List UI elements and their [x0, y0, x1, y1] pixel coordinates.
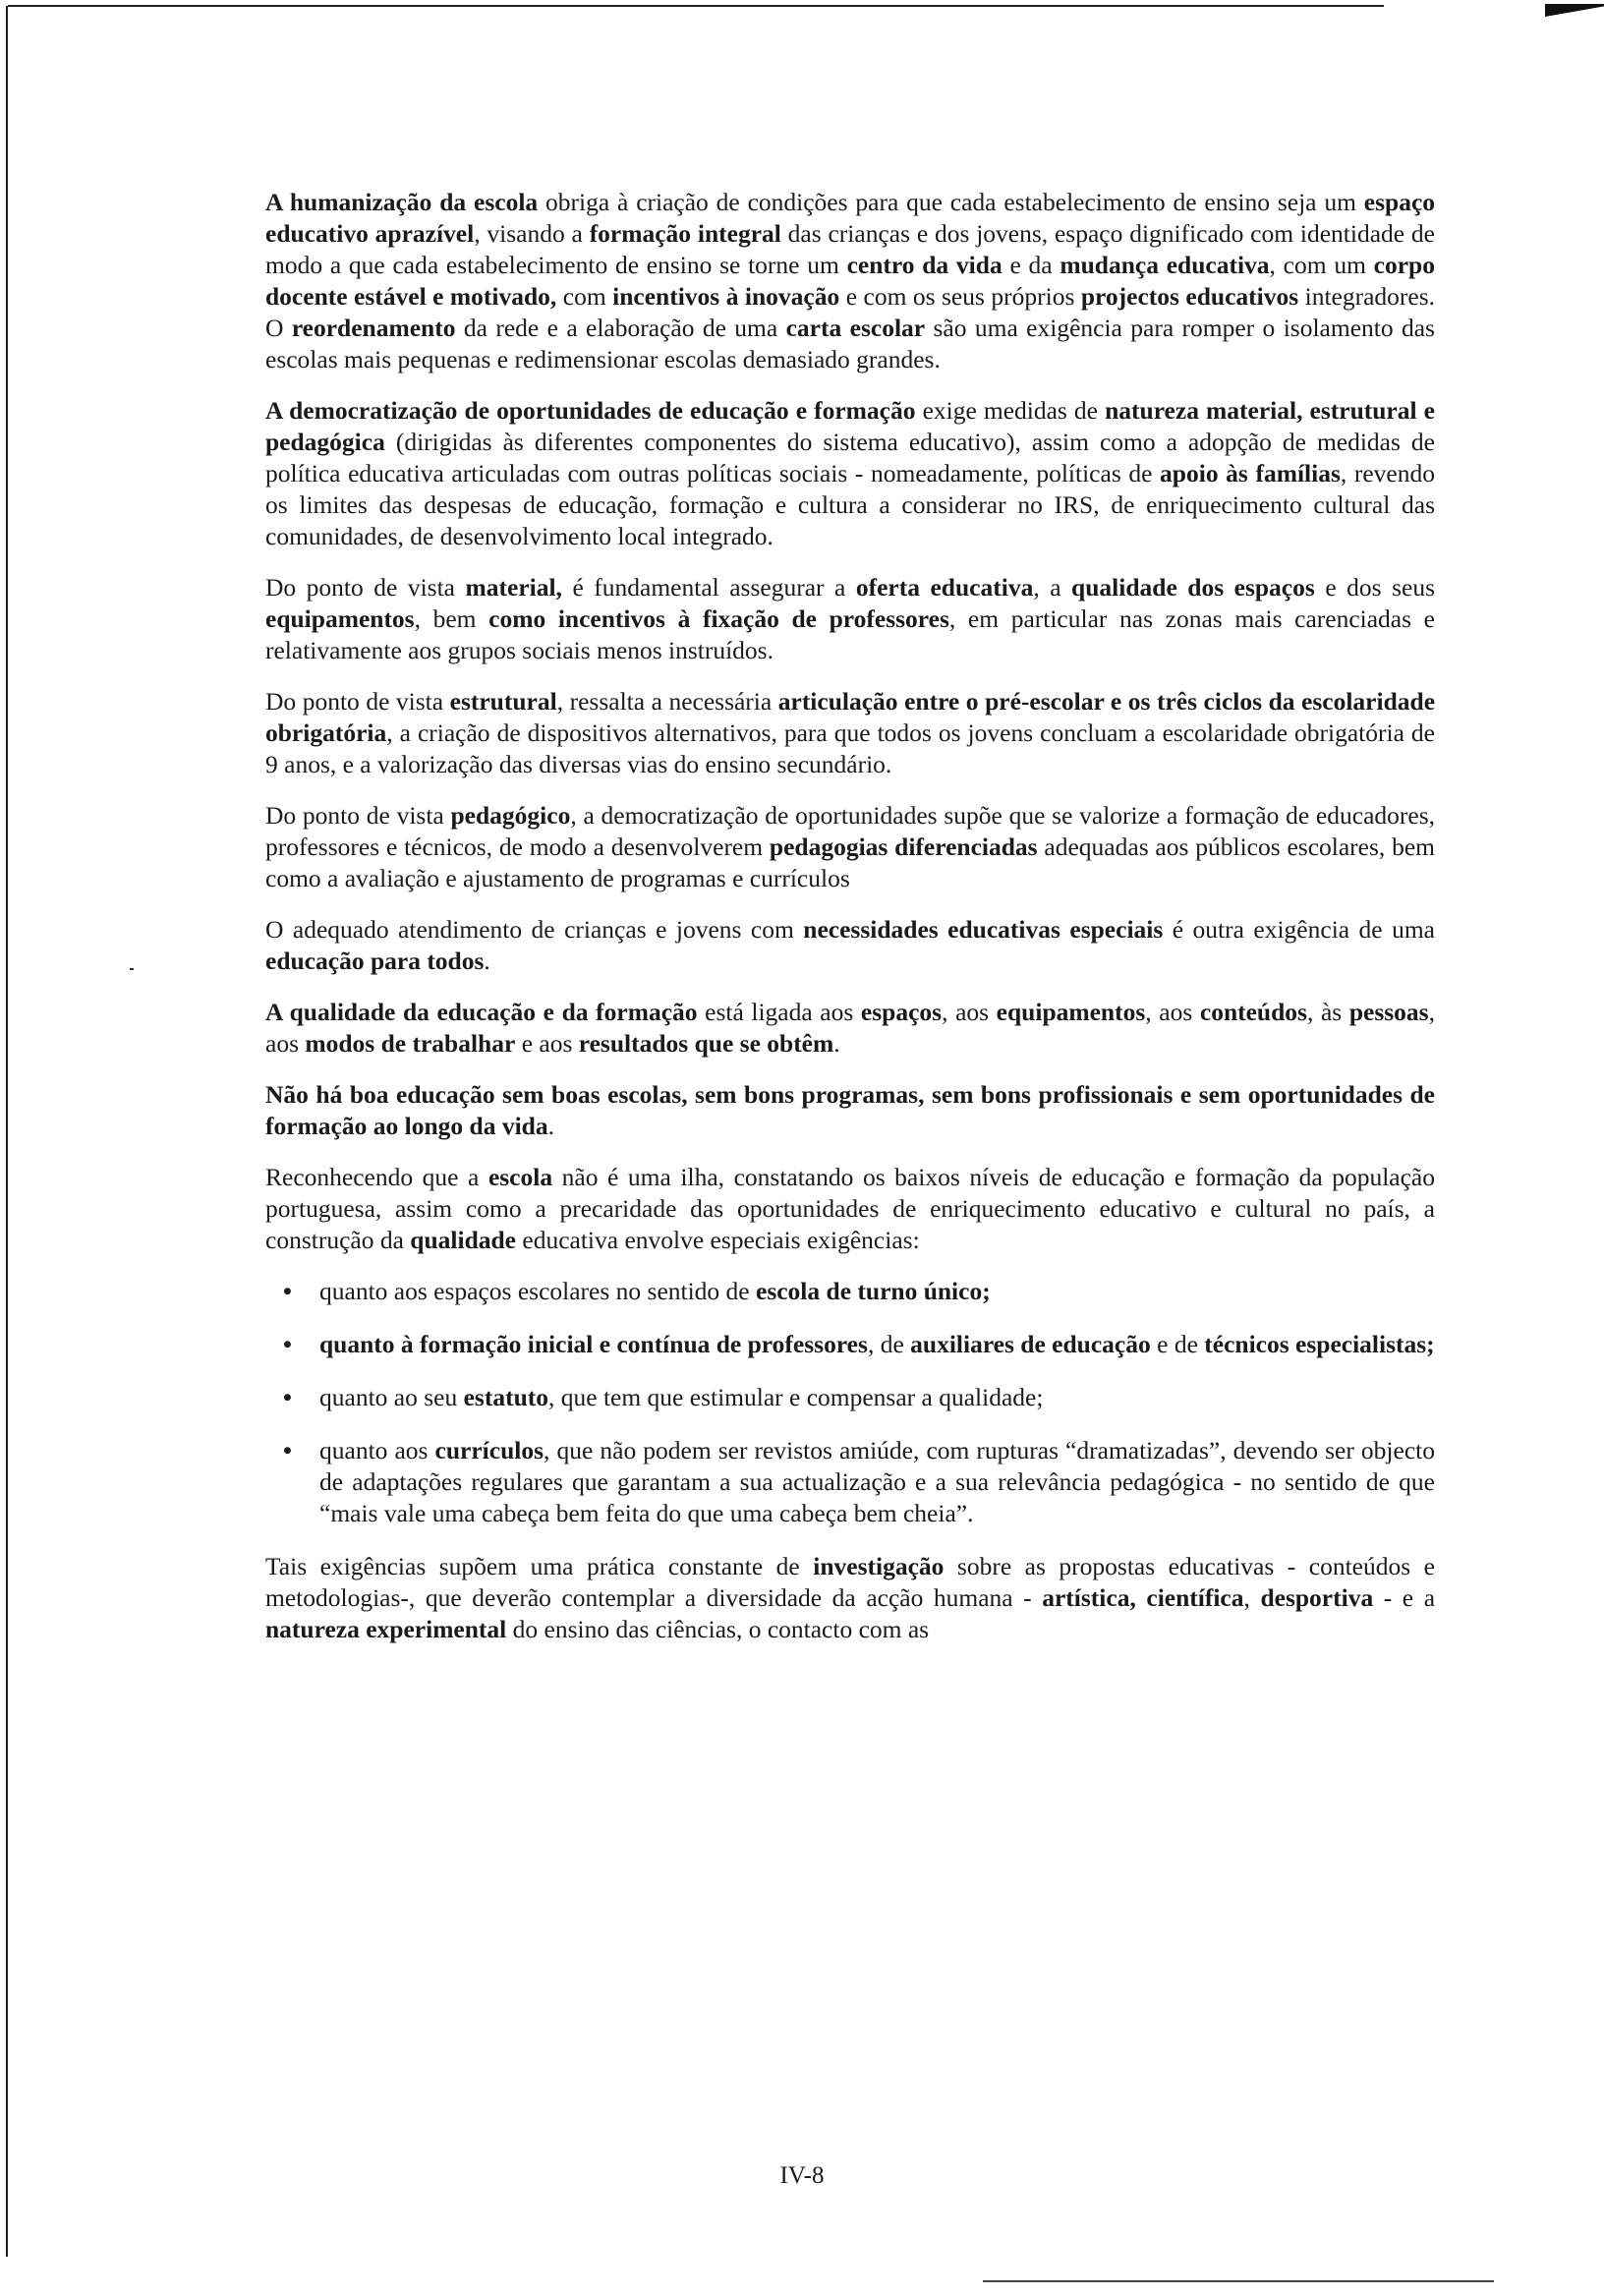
exigencias-list	[265, 1276, 1435, 1529]
list-item: • quanto aos currículos, que não podem ser revistos amiúde, com rupturas “dramatizadas”, devendo ser objecto de adaptações regulares que garantam a sua actualização e a sua relevância pedagógica - no sentido de que “mais vale uma cabeça bem feita do que uma cabeça bem cheia”.	[283, 1436, 1435, 1527]
paragraph-tais-exigencias: Tais exigências supõem uma prática constante de investigação sobre as propostas educativas - conteúdos e metodologias-, que deverão contemplar a diversidade da acção humana - artística, científica, desportiva - e a natureza experimental do ensino das ciências, o contacto com as	[265, 1552, 1436, 1643]
paragraph-qualidade: A qualidade da educação e da formação está ligada aos espaços, aos equipamentos, aos conteúdos, às pessoas, aos modos de trabalhar e aos resultados que se obtêm.	[265, 998, 1435, 1058]
paragraph-material: Do ponto de vista material, é fundamental assegurar a oferta educativa, a qualidade dos espaços e dos seus equipamentos, bem como incentivos à fixação de professores, em particular nas zonas mais carenciadas e relativamente aos grupos sociais menos instruídos.	[265, 573, 1435, 664]
stray-mark	[130, 968, 134, 970]
scan-border-bottom	[983, 2280, 1494, 2282]
paragraph-humanizacao: A humanização da escola obriga à criação de condições para que cada estabelecimento de ensino seja um espaço educativo aprazível, visando a formação integral das crianças e dos jovens, espaço dignificado com identidade de modo a que cada estabelecimento de ensino se torne um centro da vida e da mudança educativa, com um corpo docente estável e motivado, com incentivos à inovação e com os seus próprios projectos educativos integradores. O reordenamento da rede e a elaboração de uma carta escolar são uma exigência para romper o isolamento das escolas mais pequenas e redimensionar escolas demasiado grandes.	[265, 188, 1436, 373]
scan-border-left	[6, 6, 8, 2257]
bullet-icon: •	[283, 1383, 292, 1411]
paragraph-pedagogico: Do ponto de vista pedagógico, a democratização de oportunidades supõe que se valorize a formação de educadores, professores e técnicos, de modo a desenvolverem pedagogias diferenciadas adequadas aos públicos escolares, bem como a avaliação e ajustamento de programas e currículos	[265, 801, 1436, 892]
paragraph-democratizacao: A democratização de oportunidades de educação e formação exige medidas de natureza material, estrutural e pedagógica (dirigidas às diferentes componentes do sistema educativo), assim como a adopção de medidas de política educativa articuladas com outras políticas sociais - nomeadamente, políticas de apoio às famílias, revendo os limites das despesas de educação, formação e cultura a considerar no IRS, de enriquecimento cultural das comunidades, de desenvolvimento local integrado.	[265, 396, 1435, 550]
document-body	[265, 187, 1435, 1665]
page-number: IV-8	[779, 2162, 825, 2189]
list-item: • quanto ao seu estatuto, que tem que estimular e compensar a qualidade;	[283, 1383, 1044, 1411]
bullet-icon: •	[283, 1277, 292, 1305]
paragraph-necessidades-especiais: O adequado atendimento de crianças e jovens com necessidades educativas especiais é outra exigência de uma educação para todos.	[265, 915, 1435, 975]
scan-border-top	[8, 5, 1384, 7]
bullet-icon: •	[283, 1436, 292, 1464]
paragraph-reconhecendo: Reconhecendo que a escola não é uma ilha, constatando os baixos níveis de educação e formação da população portuguesa, assim como a precaridade das oportunidades de enriquecimento educativo e cultural no país, a construção da qualidade educativa envolve especiais exigências:	[265, 1163, 1435, 1254]
scan-corner-mark	[1545, 4, 1604, 22]
list-item: • quanto à formação inicial e contínua de professores, de auxiliares de educação e de técnicos especialistas;	[283, 1330, 1435, 1358]
list-item: • quanto aos espaços escolares no sentido de escola de turno único;	[283, 1277, 991, 1305]
paragraph-estrutural: Do ponto de vista estrutural, ressalta a necessária articulação entre o pré-escolar e os três ciclos da escolaridade obrigatória, a criação de dispositivos alternativos, para que todos os jovens concluam a escolaridade obrigatória de 9 anos, e a valorização das diversas vias do ensino secundário.	[265, 687, 1436, 778]
paragraph-boa-educacao: Não há boa educação sem boas escolas, sem bons programas, sem bons profissionais e sem oportunidades de formação ao longo da vida.	[265, 1080, 1435, 1140]
bullet-icon: •	[283, 1330, 292, 1358]
